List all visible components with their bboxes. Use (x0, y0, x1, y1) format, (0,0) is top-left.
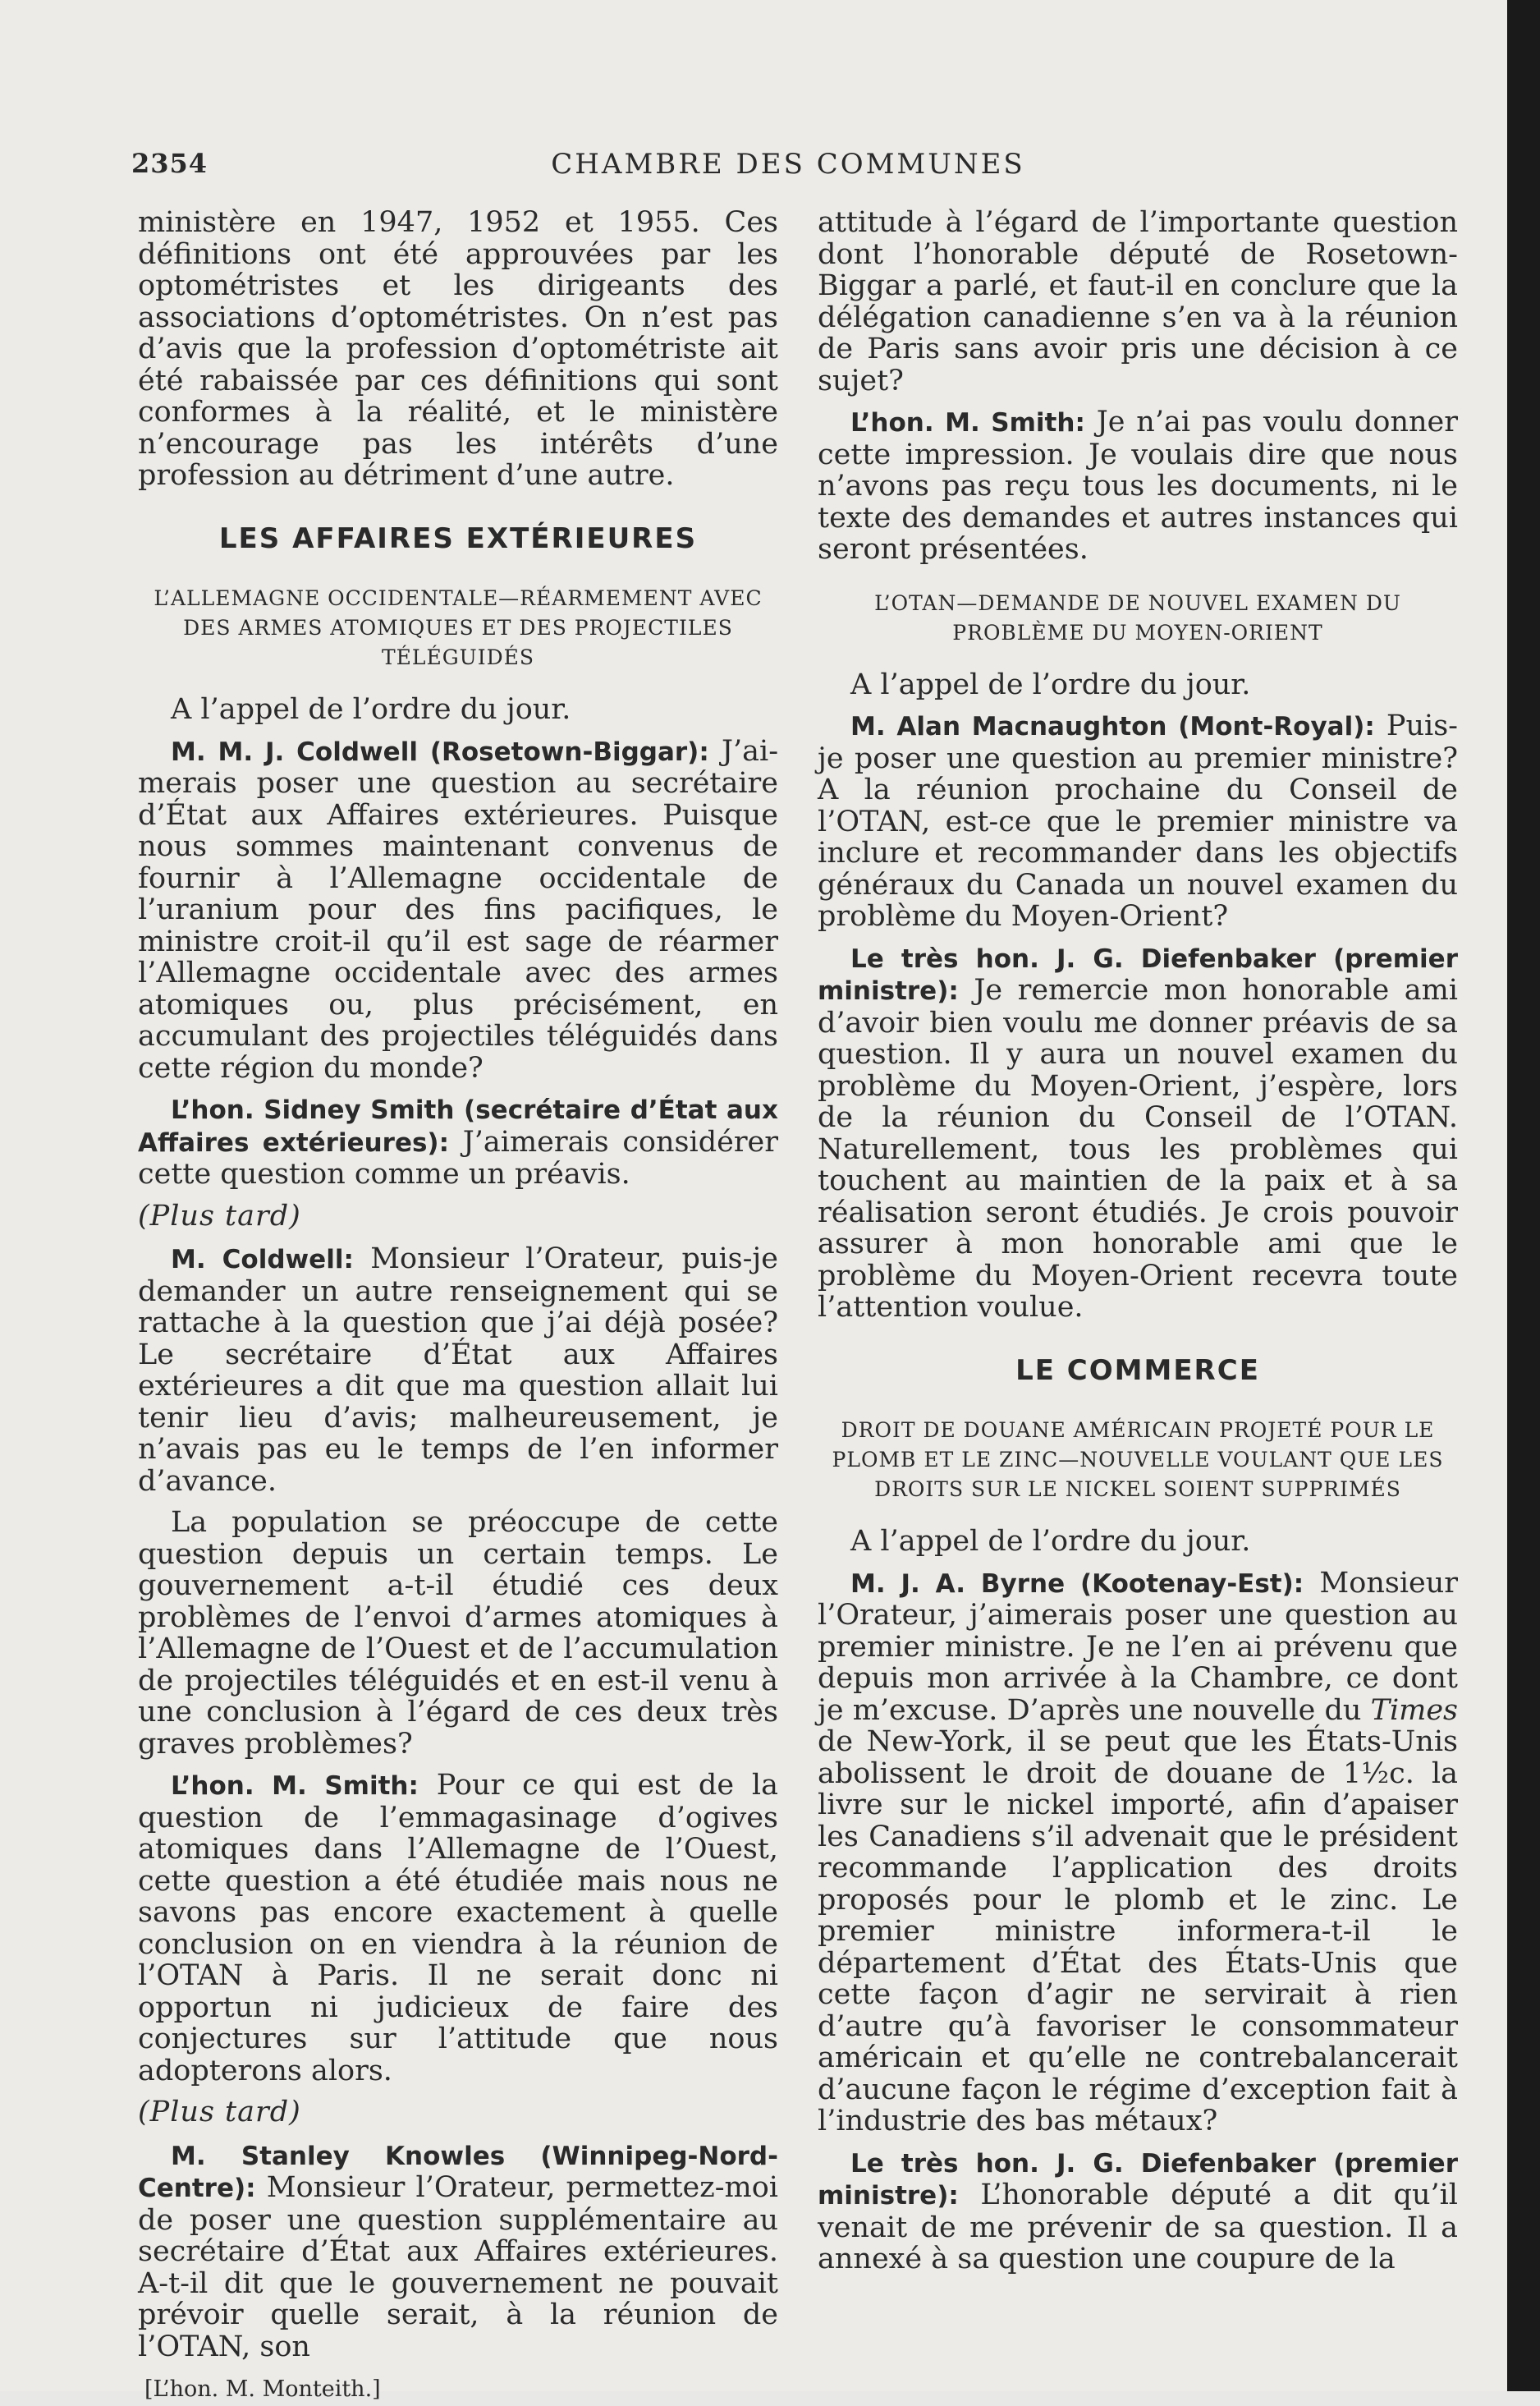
paragraph: A l’appel de l’ordre du jour. (850, 1525, 1251, 1558)
speech-text: Puis-je poser une question au premier ministre? A la réunion prochaine du Conseil de l’OTAN, est-ce que le premier ministre va inclure et recommander dans les objectifs généraux du Canada un nouvel examen du problème du Moyen-Orient? (818, 709, 1458, 933)
speaker: L’hon. M. Smith: (171, 1771, 419, 1801)
paragraph (138, 2140, 778, 2363)
speaker: M. Alan Macnaughton (Mont-Royal): (850, 712, 1375, 742)
speech-text: Je remercie mon honorable ami d’avoir bien voulu me donner préavis de sa question. Il y aura un nouvel examen du problème du Moyen-Orient, j’espère, lors de la réunion du Conseil de l’OTAN. Naturellement, tous les problèmes qui touchent au maintien de la paix et à sa réalisation seront étudiés. Je crois pouvoir assurer à mon honorable ami que le problème du Moyen-Orient recevra toute l’attention voulue. (818, 974, 1458, 1324)
running-title: CHAMBRE DES COMMUNES (551, 148, 1025, 181)
left-column (138, 207, 778, 2406)
paragraph: attitude à l’égard de l’importante question dont l’honorable député de Rosetown-Biggar a parlé, et faut-il en conclure que la délégation canadienne s’en va à la réunion de Paris sans avoir pris une décision à ce sujet? (818, 206, 1458, 397)
speech-text: L’honorable député a dit qu’il venait de me prévenir de sa question. Il a annexé à sa question une coupure de la (818, 2179, 1458, 2275)
paragraph: La population se préoccupe de cette question depuis un certain temps. Le gouvernement a-t-il étudié ces deux problèmes de l’envoi d’armes atomiques à l’Allemagne de l’Ouest et de l’accumulation de projectiles téléguidés et en est-il venu à une conclusion à l’égard de ces deux très graves problèmes? (138, 1506, 778, 1761)
paragraph (818, 943, 1458, 1324)
paragraph (138, 736, 778, 1085)
speech-text: Monsieur l’Orateur, permettez-moi de poser une question supplémentaire au secrétaire d’État aux Affaires extérieures. A-t-il dit que le gouvernement ne pouvait prévoir quelle serait, à la réunion de l’OTAN, son (138, 2171, 778, 2363)
speech-text: Pour ce qui est de la question de l’emmagasinage d’ogives atomiques dans l’Allemagne de l’Ouest, cette question a été étudiée mais nous ne savons pas encore exactement à quelle conclusion on en viendra à la réunion de l’OTAN à Paris. Il ne serait donc ni opportun ni judicieux de faire des conjectures sur l’attitude que nous adopterons alors. (138, 1769, 778, 2087)
paragraph (138, 1243, 778, 1497)
page-number: 2354 (131, 148, 209, 179)
subheading: L’OTAN—DEMANDE DE NOUVEL EXAMEN DU PROBLÈME DU MOYEN-ORIENT (874, 590, 1401, 645)
paragraph (818, 406, 1458, 566)
paragraph (138, 1094, 778, 1191)
time-marker: (Plus tard) (138, 2096, 301, 2128)
paragraph (818, 710, 1458, 933)
speaker: Le très hon. J. G. Diefenbaker (premier ministre): (818, 944, 1458, 1006)
paragraph: A l’appel de l’ordre du jour. (850, 668, 1251, 701)
speaker: M. J. A. Byrne (Kootenay-Est): (850, 1568, 1304, 1599)
paragraph: A l’appel de l’ordre du jour. (171, 693, 571, 726)
speech-text: Monsieur l’Orateur, puis-je demander un autre renseignement qui se rattache à la question que j’ai déjà posée? Le secrétaire d’État aux Affaires extérieures a dit que ma question allait lui tenir lieu d’avis; malheureusement, je n’avais pas eu le temps de l’en informer d’avance. (138, 1242, 778, 1498)
footer-note: [L’hon. M. Monteith.] (144, 2376, 381, 2402)
speech-text: Monsieur l’Orateur, j’aimerais poser une question au premier ministre. Je ne l’en ai prévenu que depuis mon arrivée à la Chambre, ce dont je m’excuse. D’après une nouvelle du (818, 1566, 1459, 1727)
speech-text: J’aimerais poser une question au secrétaire d’État aux Affaires extérieures. Puisque nous sommes maintenant convenus de fournir à l’Allemagne occidentale de l’uranium pour des fins pacifiques, le ministre croit-il qu’il est sage de réarmer l’Allemagne occidentale avec des armes atomiques ou, plus précisément, en accumulant des projectiles téléguidés dans cette région du monde? (138, 734, 779, 1085)
right-column (818, 207, 1458, 2285)
speaker: L’hon. M. Smith: (850, 408, 1085, 438)
italic-title: Times (1370, 1693, 1458, 1727)
paragraph (818, 2147, 1458, 2275)
page-header (131, 148, 1445, 191)
subheading: L’ALLEMAGNE OCCIDENTALE—RÉARMEMENT AVEC DES ARMES ATOMIQUES ET DES PROJECTILES TÉLÉGUIDÉS (154, 586, 763, 669)
time-marker: (Plus tard) (138, 1199, 301, 1233)
speech-text: de New-York, il se peut que les États-Unis abolissent le droit de douane de 1½c. la livre sur le nickel importé, afin d’apaiser les Canadiens s’il advenait que le président recommande l’application des droits proposés pour le plomb et le zinc. Le premier ministre informera-t-il le département d’État des États-Unis que cette façon d’agir ne servirait à rien d’autre qu’à favoriser le consommateur américain et qu’elle ne contrebalancerait d’aucune façon le régime d’exception fait à l’industrie des bas métaux? (818, 1725, 1458, 2137)
paragraph (138, 1770, 778, 2087)
speech-text: Je n’ai pas voulu donner cette impression. Je voulais dire que nous n’avons pas reçu tous les documents, ni le texte des demandes et autres instances qui seront présentées. (818, 406, 1458, 566)
paragraph: ministère en 1947, 1952 et 1955. Ces définitions ont été approuvées par les optométristes et les dirigeants des associations d’optométristes. On n’est pas d’avis que la profession d’optométriste ait été rabaissée par ces définitions qui sont conformes à la réalité, et le ministère n’encourage pas les intérêts d’une profession au détriment d’une autre. (138, 206, 778, 492)
section-heading: LE COMMERCE (1015, 1353, 1260, 1387)
scan-edge (1507, 0, 1540, 2391)
speech-text: J’aimerais considérer cette question comme un préavis. (138, 1125, 778, 1191)
paragraph (818, 1568, 1458, 2137)
speaker: M. Coldwell: (171, 1245, 354, 1274)
section-heading: LES AFFAIRES EXTÉRIEURES (218, 521, 698, 555)
speaker: M. M. J. Coldwell (Rosetown-Biggar): (171, 737, 709, 767)
subheading: DROIT DE DOUANE AMÉRICAIN PROJETÉ POUR LE PLOMB ET LE ZINC—NOUVELLE VOULANT QUE LES DROITS SUR LE NICKEL SOIENT SUPPRIMÉS (832, 1418, 1444, 1501)
speaker: M. Stanley Knowles (Winnipeg-Nord-Centre): (138, 2141, 778, 2203)
speaker: Le très hon. J. G. Diefenbaker (premier ministre): (818, 2148, 1458, 2211)
speaker: L’hon. Sidney Smith (secrétaire d’État aux Affaires extérieures): (138, 1095, 778, 1158)
